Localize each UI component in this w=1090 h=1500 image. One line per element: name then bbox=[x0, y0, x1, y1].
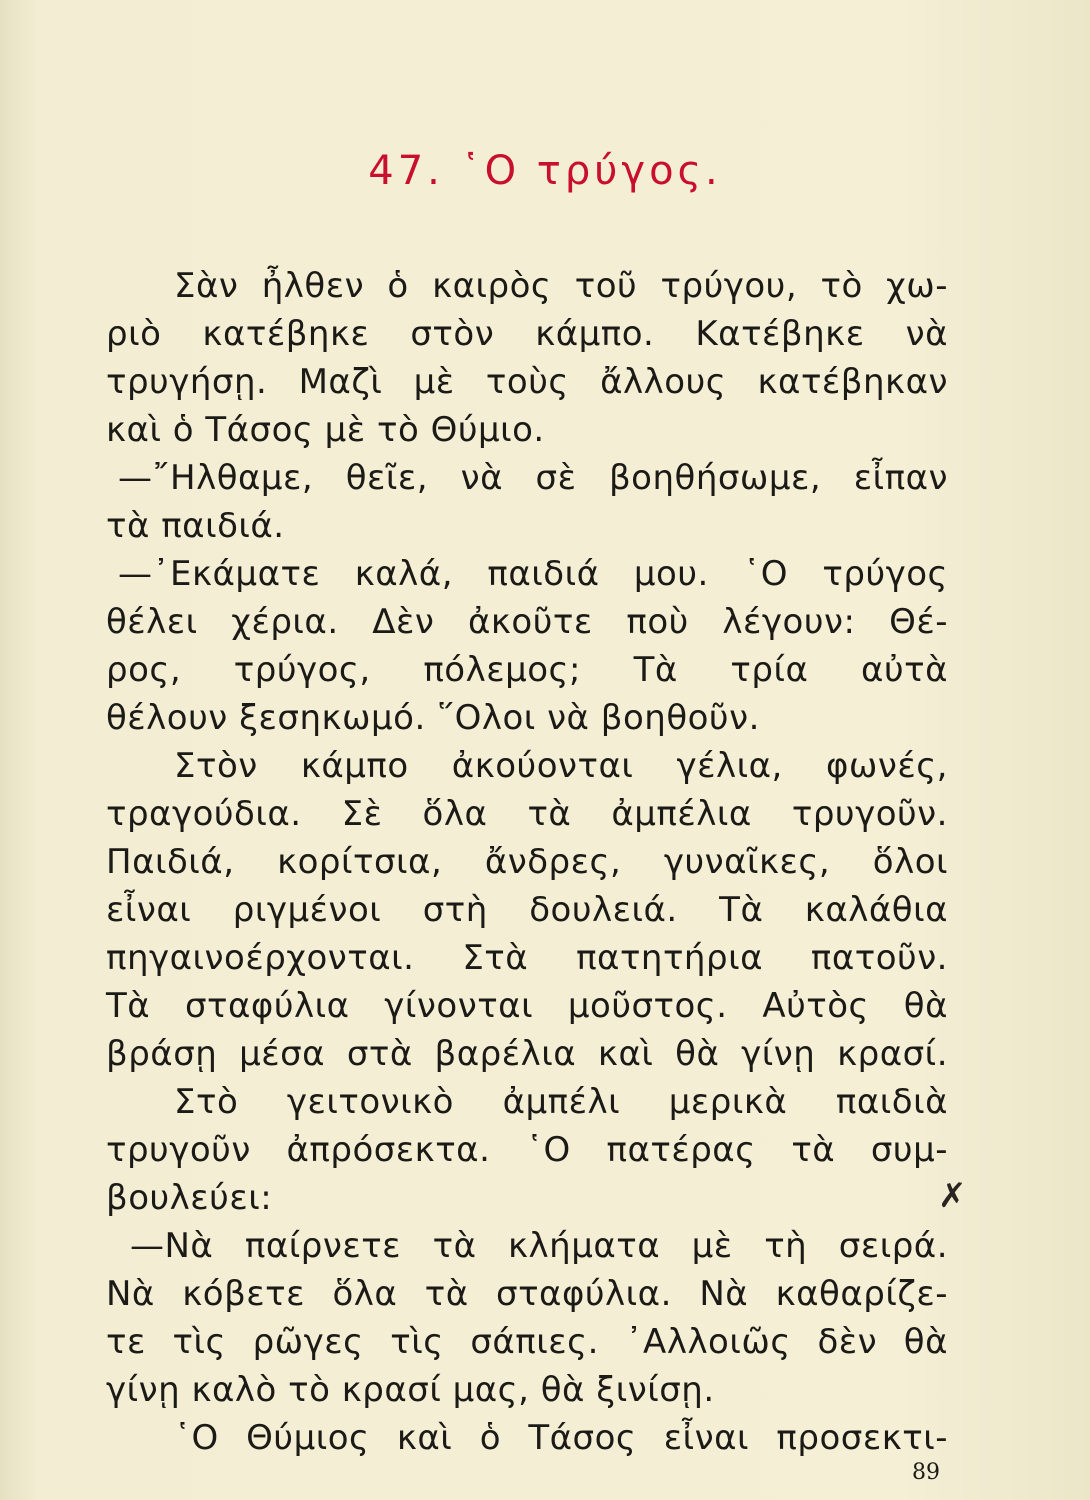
text-line: θέλουν ξεσηκωμό. ῞Ολοι νὰ βοηθοῦν. bbox=[106, 698, 760, 738]
text-line: γίνῃ καλὸ τὸ κρασί μας, θὰ ξινίσῃ. bbox=[106, 1370, 715, 1410]
text-line: Νὰ κόβετε ὅλα τὰ σταφύλια. Νὰ καθαρίζε- bbox=[106, 1274, 948, 1314]
text-line: καὶ ὁ Τάσος μὲ τὸ Θύμιο. bbox=[106, 410, 545, 450]
text-line: τε τὶς ρῶγες τὶς σάπιες. ᾿Αλλοιῶς δὲν θὰ bbox=[106, 1322, 948, 1362]
text-line: τραγούδια. Σὲ ὅλα τὰ ἀμπέλια τρυγοῦν. bbox=[106, 794, 948, 834]
text-line: Στὸ γειτονικὸ ἀμπέλι μερικὰ παιδιὰ bbox=[174, 1082, 948, 1122]
text-line: Σὰν ἦλθεν ὁ καιρὸς τοῦ τρύγου, τὸ χω- bbox=[174, 266, 948, 306]
text-line: τρυγήσῃ. Μαζὶ μὲ τοὺς ἄλλους κατέβηκαν bbox=[106, 362, 948, 402]
text-line: εἶναι ριγμένοι στὴ δουλειά. Τὰ καλάθια bbox=[106, 890, 948, 930]
text-line: ριὸ κατέβηκε στὸν κάμπο. Κατέβηκε νὰ bbox=[106, 314, 948, 354]
text-line: —Νὰ παίρνετε τὰ κλήματα μὲ τὴ σειρά. bbox=[130, 1226, 948, 1266]
page-number: 89 bbox=[912, 1460, 940, 1485]
text-line: πηγαινοέρχονται. Στὰ πατητήρια πατοῦν. bbox=[106, 938, 948, 978]
text-line: Παιδιά, κορίτσια, ἄνδρες, γυναῖκες, ὅλοι bbox=[106, 842, 948, 882]
text-line: βράσῃ μέσα στὰ βαρέλια καὶ θὰ γίνῃ κρασί. bbox=[106, 1034, 948, 1074]
text-line: ῾Ο Θύμιος καὶ ὁ Τάσος εἶναι προσεκτι- bbox=[174, 1418, 948, 1458]
text-line: —᾿Εκάματε καλά, παιδιά μου. ῾Ο τρύγος bbox=[118, 554, 948, 594]
text-line: τρυγοῦν ἀπρόσεκτα. ῾Ο πατέρας τὰ συμ- bbox=[106, 1130, 948, 1170]
text-line: Στὸν κάμπο ἀκούονται γέλια, φωνές, bbox=[174, 746, 948, 786]
text-line: —῎Ηλθαμε, θεῖε, νὰ σὲ βοηθήσωμε, εἶπαν bbox=[118, 458, 948, 498]
chapter-title: 47. ῾Ο τρύγος. bbox=[368, 148, 722, 194]
text-line: βουλεύει: bbox=[106, 1178, 273, 1218]
body-text bbox=[106, 262, 948, 1462]
pencil-x-mark-icon: ✗ bbox=[938, 1176, 967, 1216]
text-line: ρος, τρύγος, πόλεμος; Τὰ τρία αὐτὰ bbox=[106, 650, 948, 690]
text-line: Τὰ σταφύλια γίνονται μοῦστος. Αὐτὸς θὰ bbox=[106, 986, 948, 1026]
text-line: θέλει χέρια. Δὲν ἀκοῦτε ποὺ λέγουν: Θέ- bbox=[106, 602, 948, 642]
text-line: τὰ παιδιά. bbox=[106, 506, 285, 546]
